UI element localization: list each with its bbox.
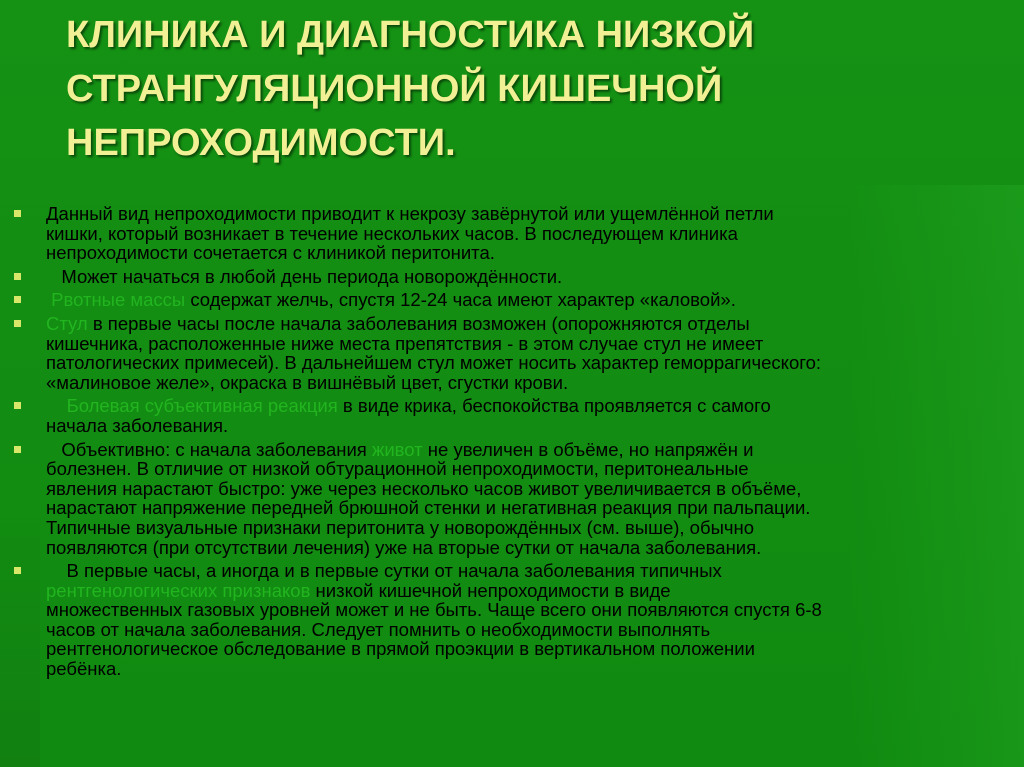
bullet-item	[14, 440, 1004, 558]
highlighted-term: живот	[371, 438, 423, 460]
highlighted-term: Стул	[46, 312, 88, 334]
text-line: Стул в первые часы после начала заболевания возможен (опорожняются отделы	[46, 312, 750, 334]
text-line: множественных газовых уровней может и не быть. Чаще всего они появляются спустя 6-8	[46, 599, 822, 621]
bullet-list	[14, 204, 1004, 679]
text-line: Объективно: с начала заболевания живот не увеличен в объёме, но напряжён и	[46, 438, 754, 460]
text-line: рентгенологических признаков низкой кишечной непроходимости в виде	[46, 579, 671, 601]
highlighted-term: Рвотные массы	[51, 289, 186, 311]
text-line: появляются (при отсутствии лечения) уже на вторые сутки от начала заболевания.	[46, 536, 762, 558]
text-line: нарастают напряжение передней брюшной стенки и негативная реакция при пальпации.	[46, 497, 811, 519]
highlighted-term: Болевая субъективная реакция	[66, 395, 338, 417]
text-line: В первые часы, а иногда и в первые сутки от начала заболевания типичных	[46, 560, 722, 582]
title-line: НЕПРОХОДИМОСТИ.	[66, 122, 456, 164]
text-line: Может начаться в любой день периода новорождённости.	[46, 265, 563, 287]
text-line: Рвотные массы содержат желчь, спустя 12-24 часа имеют характер «каловой».	[51, 289, 736, 311]
text-line: болезнен. В отличие от низкой обтурационной непроходимости, перитонеальные	[46, 458, 749, 480]
text-line: Типичные визуальные признаки перитонита у новорождённых (см. выше), обычно	[46, 516, 755, 538]
text-line: рентгенологическое обследование в прямой проэкции в вертикальном положении	[46, 638, 755, 660]
square-bullet-icon	[14, 210, 21, 217]
slide-title	[66, 8, 966, 170]
text-line: Данный вид непроходимости приводит к некрозу завёрнутой или ущемлённой петли	[46, 203, 774, 224]
text-line: «малиновое желе», окраска в вишнёвый цвет, сгустки крови.	[46, 371, 569, 393]
square-bullet-icon	[14, 567, 21, 574]
bullet-item	[14, 267, 1004, 287]
square-bullet-icon	[14, 296, 21, 303]
square-bullet-icon	[14, 446, 21, 453]
bullet-item	[14, 314, 1004, 392]
bullet-item	[14, 204, 1004, 263]
text-line: часов от начала заболевания. Следует помнить о необходимости выполнять	[46, 618, 711, 640]
text-line: явления нарастают быстро: уже через несколько часов живот увеличивается в объёме,	[46, 477, 802, 499]
title-line: СТРАНГУЛЯЦИОННОЙ КИШЕЧНОЙ	[66, 68, 723, 110]
text-line: начала заболевания.	[46, 414, 229, 436]
highlighted-term: рентгенологических признаков	[46, 579, 311, 601]
bullet-item	[14, 396, 1004, 435]
text-line: кишечника, расположенные ниже места препятствия - в этом случае стул не имеет	[46, 332, 764, 354]
text-line: Болевая субъективная реакция в виде крика, беспокойства проявляется с самого	[66, 395, 771, 417]
text-line: кишки, который возникает в течение нескольких часов. В последующем клиника	[46, 222, 738, 244]
bullet-item	[14, 290, 1004, 310]
text-line: патологических примесей). В дальнейшем стул может носить характер геморрагического:	[46, 352, 822, 374]
square-bullet-icon	[14, 320, 21, 327]
square-bullet-icon	[14, 402, 21, 409]
square-bullet-icon	[14, 273, 21, 280]
text-line: непроходимости сочетается с клиникой перитонита.	[46, 242, 495, 264]
text-line: ребёнка.	[46, 658, 122, 680]
title-line: КЛИНИКА И ДИАГНОСТИКА НИЗКОЙ	[66, 14, 755, 56]
bullet-item	[14, 561, 1004, 679]
